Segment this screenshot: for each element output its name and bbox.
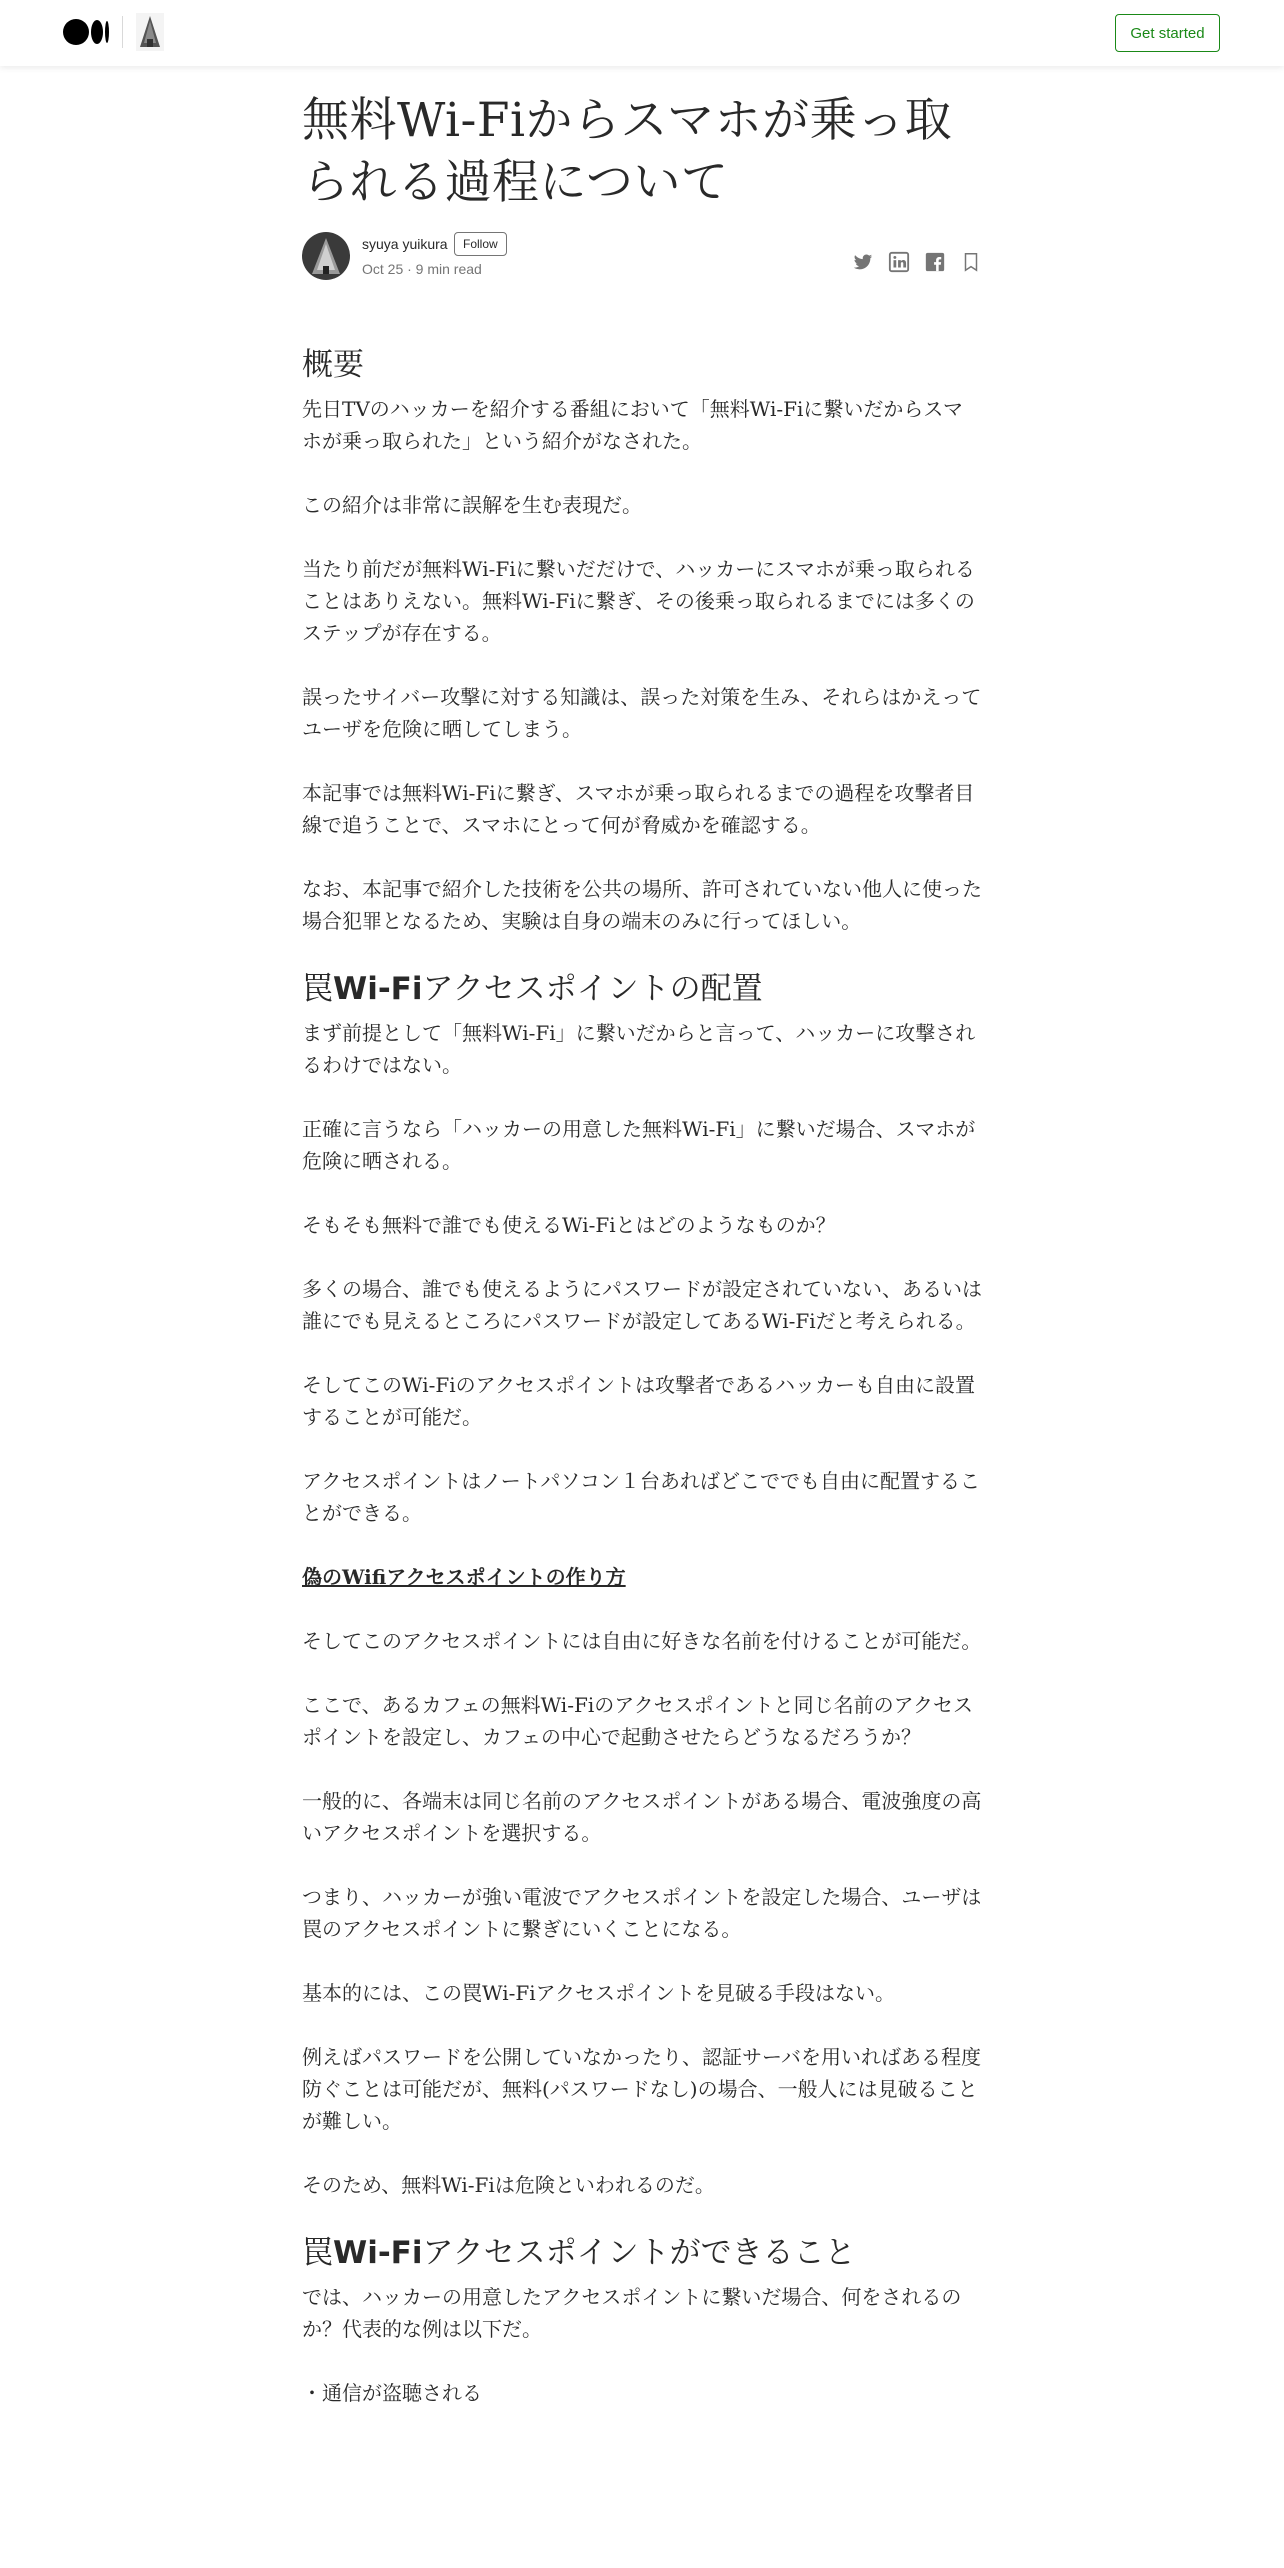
paragraph: 多くの場合、誰でも使えるようにパスワードが設定されていない、あるいは誰にでも見えるところにパスワードが設定してあるWi-Fiだと考えられる。 (302, 1277, 982, 1333)
paragraph: 基本的には、この罠Wi-Fiアクセスポイントを見破る手段はない。 (302, 1981, 896, 2005)
header-divider (122, 16, 123, 48)
paragraph: 当たり前だが無料Wi-Fiに繋いだだけで、ハッカーにスマホが乗っ取られることはありえない。無料Wi-Fiに繋ぎ、その後乗っ取られるまでには多くのステップが存在する。 (302, 557, 975, 645)
paragraph: つまり、ハッカーが強い電波でアクセスポイントを設定した場合、ユーザは罠のアクセスポイントに繋ぎにいくことになる。 (302, 1885, 982, 1941)
paragraph: 一般的に、各端末は同じ名前のアクセスポイントがある場合、電波強度の高いアクセスポイントを選択する。 (302, 1789, 982, 1845)
paragraph: では、ハッカーの用意したアクセスポイントに繋いだ場合、何をされるのか？代表的な例は以下だ。 (302, 2285, 962, 2341)
paragraph: まず前提として「無料Wi-Fi」に繋いだからと言って、ハッカーに攻撃されるわけではない。 (302, 1021, 976, 1077)
top-navigation-bar (0, 0, 1284, 66)
paragraph: 本記事では無料Wi-Fiに繋ぎ、スマホが乗っ取られるまでの過程を攻撃者目線で追うことで、スマホにとって何が脅威かを確認する。 (302, 781, 975, 837)
section-heading: 罠Wi-Fiアクセスポイントができること (302, 2235, 856, 2271)
byline (302, 230, 982, 290)
paragraph: この紹介は非常に誤解を生む表現だ。 (302, 493, 642, 517)
get-started-button[interactable]: Get started (1115, 14, 1220, 52)
paragraph: そもそも無料で誰でも使えるWi-Fiとはどのようなものか？ (302, 1213, 836, 1237)
publication-logo-icon[interactable] (136, 13, 164, 51)
linkedin-icon[interactable] (888, 251, 910, 273)
medium-logo-icon[interactable] (63, 19, 109, 45)
facebook-icon[interactable] (924, 251, 946, 273)
share-bar (852, 251, 982, 273)
section-trap-wifi-placement (302, 969, 982, 2201)
article-title: 無料Wi-Fiからスマホが乗っ取られる過程について (302, 93, 953, 210)
section-overview (302, 345, 982, 937)
section-heading: 概要 (302, 347, 364, 383)
twitter-icon[interactable] (852, 251, 874, 273)
paragraph: 誤ったサイバー攻撃に対する知識は、誤った対策を生み、それらはかえってユーザを危険に晒してしまう。 (302, 685, 982, 741)
bookmark-icon[interactable] (960, 251, 982, 273)
paragraph: そしてこのアクセスポイントには自由に好きな名前を付けることが可能だ。 (302, 1629, 982, 1653)
paragraph: 正確に言うなら「ハッカーの用意した無料Wi-Fi」に繋いだ場合、スマホが危険に晒される。 (302, 1117, 976, 1173)
paragraph: 先日TVのハッカーを紹介する番組において「無料Wi-Fiに繋いだからスマホが乗っ取られた」という紹介がなされた。 (302, 397, 964, 453)
article-meta: Oct 25 · 9 min read (362, 261, 482, 277)
section-trap-wifi-capabilities (302, 2233, 982, 2409)
paragraph: 例えばパスワードを公開していなかったり、認証サーバを用いればある程度防ぐことは可能だが、無料(パスワードなし)の場合、一般人には見破ることが難しい。 (302, 2045, 981, 2133)
author-name[interactable]: syuya yuikura (362, 236, 448, 252)
list-item: ・通信が盗聴される (302, 2381, 482, 2405)
author-avatar[interactable] (302, 232, 350, 280)
follow-button[interactable]: Follow (454, 232, 507, 256)
fake-ap-article-link[interactable]: 偽のWifiアクセスポイントの作り方 (302, 1565, 626, 1589)
section-heading: 罠Wi-Fiアクセスポイントの配置 (302, 971, 763, 1007)
paragraph: ここで、あるカフェの無料Wi-Fiのアクセスポイントと同じ名前のアクセスポイントを設定し、カフェの中心で起動させたらどうなるだろうか？ (302, 1693, 974, 1749)
paragraph: そのため、無料Wi-Fiは危険といわれるのだ。 (302, 2173, 715, 2197)
paragraph: なお、本記事で紹介した技術を公共の場所、許可されていない他人に使った場合犯罪となるため、実験は自身の端末のみに行ってほしい。 (302, 877, 982, 933)
paragraph: アクセスポイントはノートパソコン１台あればどこででも自由に配置することができる。 (302, 1469, 980, 1525)
paragraph: そしてこのWi-Fiのアクセスポイントは攻撃者であるハッカーも自由に設置することが可能だ。 (302, 1373, 976, 1429)
article (302, 86, 982, 2441)
